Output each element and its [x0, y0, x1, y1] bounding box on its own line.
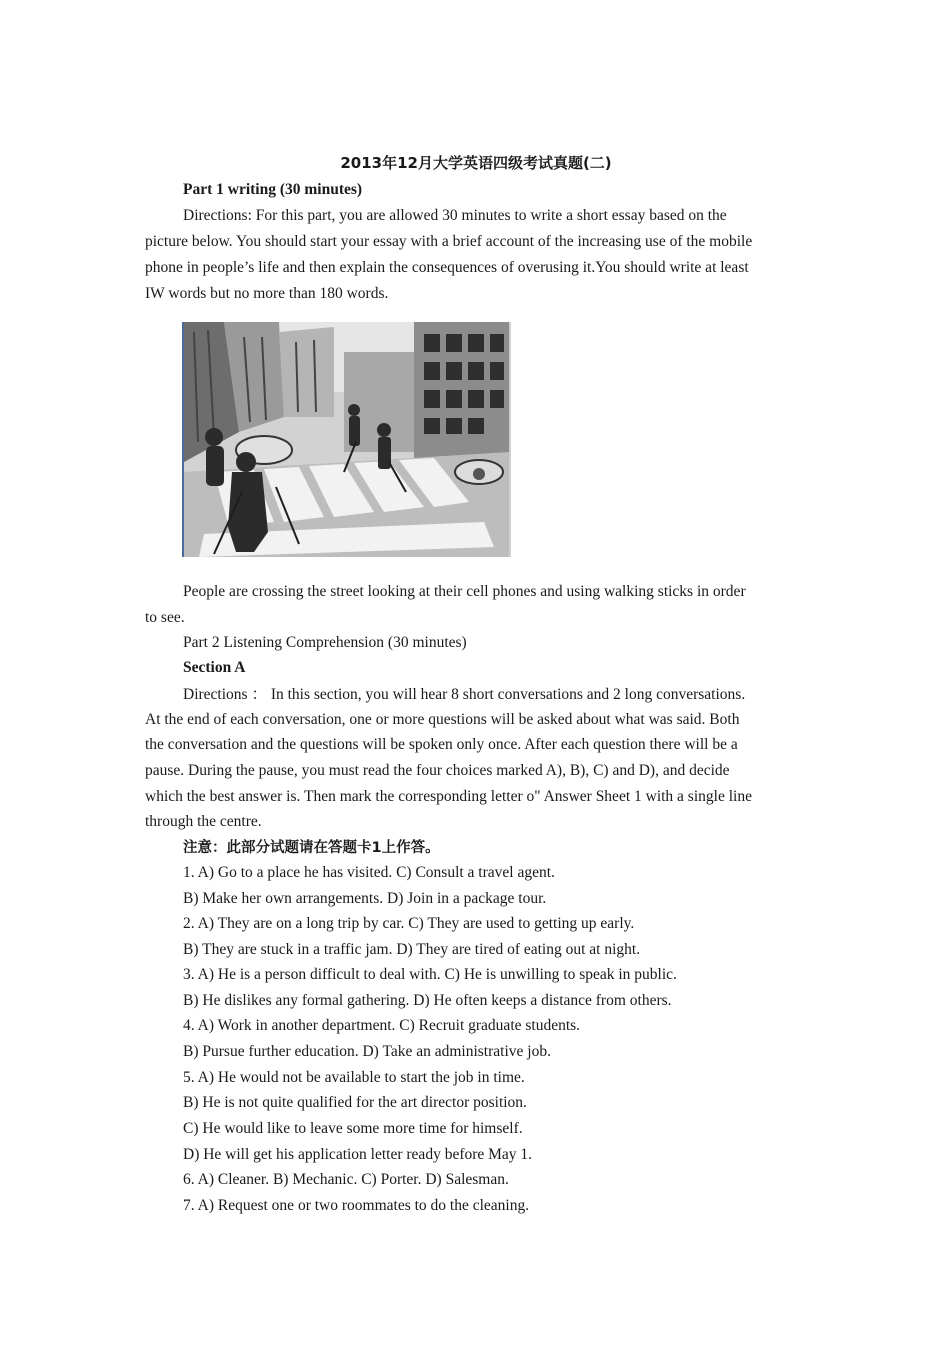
question-line: 5. A) He would not be available to start the job in time.	[183, 1069, 525, 1086]
part2-directions-line: the conversation and the questions will be spoken only once. After each question there will be a	[145, 736, 738, 753]
question-line: 4. A) Work in another department. C) Recruit graduate students.	[183, 1017, 581, 1034]
part1-directions-line: IW words but no more than 180 words.	[145, 285, 389, 302]
question-line: D) He will get his application letter ready before May 1.	[183, 1146, 533, 1163]
question-line: B) He dislikes any formal gathering. D) He often keeps a distance from others.	[183, 992, 672, 1009]
part2-directions-line: At the end of each conversation, one or more questions will be asked about what was said. Both	[145, 711, 740, 728]
part2-directions-line: through the centre.	[145, 813, 262, 830]
part1-directions-line: picture below. You should start your essay with a brief account of the increasing use of the mobile	[145, 233, 753, 250]
part2-heading: Part 2 Listening Comprehension (30 minutes)	[183, 634, 467, 651]
caption-line: to see.	[145, 609, 185, 626]
question-line: B) They are stuck in a traffic jam. D) They are tired of eating out at night.	[183, 941, 641, 958]
part1-directions-line: phone in people’s life and then explain the consequences of overusing it.You should write at least	[145, 259, 749, 276]
section-a-heading: Section A	[183, 659, 246, 676]
question-line: 3. A) He is a person difficult to deal with. C) He is unwilling to speak in public.	[183, 966, 677, 983]
question-line: 7. A) Request one or two roommates to do the cleaning.	[183, 1197, 530, 1214]
question-line: 1. A) Go to a place he has visited. C) Consult a travel agent.	[183, 864, 555, 881]
part2-directions-line: pause. During the pause, you must read the four choices marked A), B), C) and D), and decide	[145, 762, 730, 779]
question-line: B) Pursue further education. D) Take an administrative job.	[183, 1043, 551, 1060]
street-crossing-illustration	[182, 322, 511, 557]
question-line: C) He would like to leave some more time for himself.	[183, 1120, 523, 1137]
document-title: 2013年12月大学英语四级考试真题(二)	[340, 154, 612, 172]
part1-heading: Part 1 writing (30 minutes)	[183, 181, 363, 198]
question-line: 6. A) Cleaner. B) Mechanic. C) Porter. D) Salesman.	[183, 1171, 509, 1188]
question-line: B) Make her own arrangements. D) Join in a package tour.	[183, 890, 547, 907]
question-line: B) He is not quite qualified for the art director position.	[183, 1094, 527, 1111]
answer-sheet-note: 注意：此部分试题请在答题卡1上作答。	[183, 840, 440, 856]
caption-line: People are crossing the street looking at their cell phones and using walking sticks in order	[183, 583, 746, 600]
part2-directions-line: Directions ： In this section, you will hear 8 short conversations and 2 long conversations.	[183, 686, 746, 703]
part1-directions-line: Directions: For this part, you are allowed 30 minutes to write a short essay based on the	[183, 207, 727, 224]
question-line: 2. A) They are on a long trip by car. C) They are used to getting up early.	[183, 915, 635, 932]
part2-directions-line: which the best answer is. Then mark the corresponding letter o" Answer Sheet 1 with a single line	[145, 788, 752, 805]
